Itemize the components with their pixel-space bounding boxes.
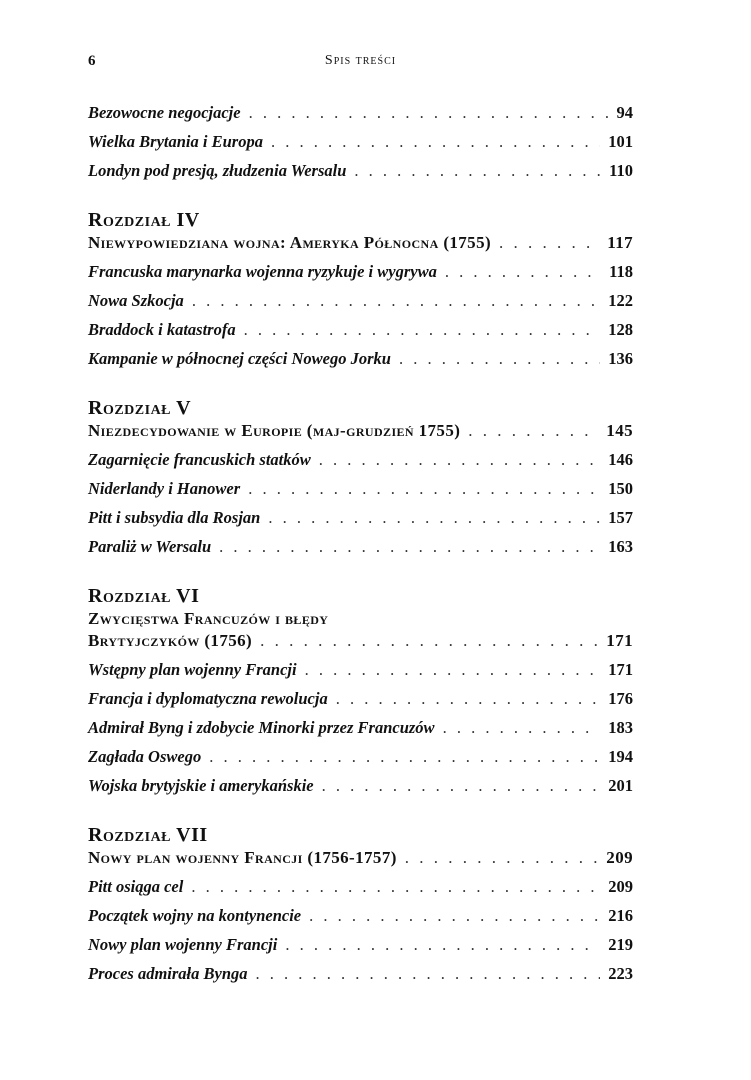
chapter-entries: [88, 877, 633, 993]
dot-leader: [354, 161, 601, 181]
chapter-label: Rozdział V: [88, 397, 192, 419]
toc-entry[interactable]: [88, 718, 633, 747]
toc-entry-title: Paraliż w Wersalu: [88, 537, 212, 556]
toc-entry[interactable]: [88, 450, 633, 479]
chapter-title: Niezdecydowanie w Europie (maj-grudzień 1755): [88, 421, 461, 440]
chapter-vii: [88, 823, 633, 993]
toc-entry[interactable]: [88, 349, 633, 378]
toc-entry[interactable]: [88, 537, 633, 566]
toc-entry-title: Proces admirała Bynga: [88, 964, 248, 983]
toc-entry-title: Nowa Szkocja: [88, 291, 184, 310]
dot-leader: [268, 508, 600, 528]
toc-entry-page: 122: [608, 291, 633, 310]
page-number: 6: [88, 53, 96, 69]
toc-entry-page: 118: [609, 262, 633, 281]
dot-leader: [445, 262, 601, 282]
toc-entry[interactable]: [88, 103, 633, 132]
toc-entry[interactable]: [88, 935, 633, 964]
running-head: Spis treści: [324, 53, 397, 68]
chapter-title: Niewypowiedziana wojna: Ameryka Północna (1755): [88, 233, 492, 252]
toc-entry-title: Zagarnięcie francuskich statków: [88, 450, 311, 469]
toc-entry-title: Zagłada Oswego: [88, 747, 202, 766]
toc-entry-title: Francuska marynarka wojenna ryzykuje i wygrywa: [88, 262, 437, 281]
dot-leader: [192, 291, 600, 311]
toc-entry[interactable]: [88, 964, 633, 993]
toc-entry-title: Niderlandy i Hanower: [88, 479, 241, 498]
toc-entry-page: 157: [608, 508, 633, 527]
toc-entry-page: 209: [608, 877, 633, 896]
toc-entry-page: 163: [608, 537, 633, 556]
dot-leader: [271, 132, 600, 152]
toc-entry-page: 176: [608, 689, 633, 708]
toc-entry-page: 201: [608, 776, 633, 795]
toc-entry-title: Kampanie w północnej części Nowego Jorku: [88, 349, 391, 368]
table-of-contents: [88, 103, 633, 993]
chapter-title-line[interactable]: [88, 420, 633, 442]
toc-entry-page: 219: [608, 935, 633, 954]
toc-entry-title: Początek wojny na kontynencie: [88, 906, 302, 925]
toc-entry[interactable]: [88, 479, 633, 508]
toc-entry-title: Wstępny plan wojenny Francji: [88, 660, 297, 679]
chapter-label: Rozdział VII: [88, 824, 208, 846]
toc-entry[interactable]: [88, 747, 633, 776]
chapter-page: 209: [606, 848, 633, 867]
chapter-label: Rozdział IV: [88, 209, 200, 231]
chapter-page: 171: [606, 631, 633, 650]
toc-entry[interactable]: [88, 776, 633, 805]
chapter-entries: [88, 262, 633, 378]
dot-leader: [285, 935, 600, 955]
toc-entry-title: Pitt osiąga cel: [88, 877, 184, 896]
dot-leader: [336, 689, 601, 709]
toc-entry-page: 216: [608, 906, 633, 925]
toc-entry[interactable]: [88, 291, 633, 320]
toc-entry-title: Braddock i katastrofa: [88, 320, 236, 339]
toc-entry-title: Bezowocne negocjacje: [88, 103, 241, 122]
chapter-page: 145: [606, 421, 633, 440]
toc-entry[interactable]: [88, 262, 633, 291]
toc-entry[interactable]: [88, 877, 633, 906]
dot-leader: [319, 450, 600, 470]
dot-leader: [305, 660, 601, 680]
toc-entry-page: 101: [608, 132, 633, 151]
dot-leader: [244, 320, 601, 340]
dot-leader: [260, 630, 598, 652]
chapter-entries: [88, 450, 633, 566]
toc-entry-page: 128: [608, 320, 633, 339]
chapter-title-line[interactable]: [88, 232, 633, 254]
page-header: [88, 53, 633, 77]
toc-entry-page: 183: [608, 718, 633, 737]
chapter-title-line[interactable]: [88, 630, 633, 652]
chapter-entries: [88, 660, 633, 805]
chapter-vi: [88, 584, 633, 805]
dot-leader: [309, 906, 600, 926]
intro-entries: [88, 103, 633, 190]
dot-leader: [249, 103, 609, 123]
dot-leader: [405, 847, 599, 869]
toc-entry-page: 94: [616, 103, 633, 122]
chapter-iv: [88, 208, 633, 378]
dot-leader: [219, 537, 600, 557]
toc-entry-title: Pitt i subsydia dla Rosjan: [88, 508, 261, 527]
toc-entry[interactable]: [88, 689, 633, 718]
toc-entry-title: Francja i dyplomatyczna rewolucja: [88, 689, 328, 708]
chapter-page: 117: [607, 233, 633, 252]
toc-entry-title: Londyn pod presją, złudzenia Wersalu: [88, 161, 347, 180]
dot-leader: [248, 479, 600, 499]
toc-entry[interactable]: [88, 320, 633, 349]
toc-entry[interactable]: [88, 906, 633, 935]
toc-entry-page: 136: [608, 349, 633, 368]
toc-entry[interactable]: [88, 660, 633, 689]
dot-leader: [468, 420, 598, 442]
chapter-v: [88, 396, 633, 566]
toc-entry-page: 171: [608, 660, 633, 679]
dot-leader: [399, 349, 600, 369]
dot-leader: [443, 718, 601, 738]
toc-entry-page: 150: [608, 479, 633, 498]
chapter-label: Rozdział VI: [88, 585, 200, 607]
toc-entry[interactable]: [88, 132, 633, 161]
toc-entry-page: 110: [609, 161, 633, 180]
chapter-title: Brytyjczyków (1756): [88, 631, 253, 650]
dot-leader: [191, 877, 600, 897]
toc-entry-title: Wojska brytyjskie i amerykańskie: [88, 776, 314, 795]
dot-leader: [322, 776, 601, 796]
dot-leader: [499, 232, 599, 254]
chapter-title-line-1: Zwycięstwa Francuzów i błędy: [88, 609, 329, 628]
chapter-title-line[interactable]: [88, 847, 633, 869]
dot-leader: [256, 964, 601, 984]
toc-entry[interactable]: [88, 508, 633, 537]
toc-entry-title: Nowy plan wojenny Francji: [88, 935, 278, 954]
chapter-title: Nowy plan wojenny Francji (1756-1757): [88, 848, 397, 867]
toc-entry-title: Admirał Byng i zdobycie Minorki przez Francuzów: [88, 718, 435, 737]
dot-leader: [209, 747, 600, 767]
toc-entry-page: 146: [608, 450, 633, 469]
toc-entry-title: Wielka Brytania i Europa: [88, 132, 263, 151]
toc-entry[interactable]: [88, 161, 633, 190]
toc-entry-page: 223: [608, 964, 633, 983]
toc-entry-page: 194: [608, 747, 633, 766]
